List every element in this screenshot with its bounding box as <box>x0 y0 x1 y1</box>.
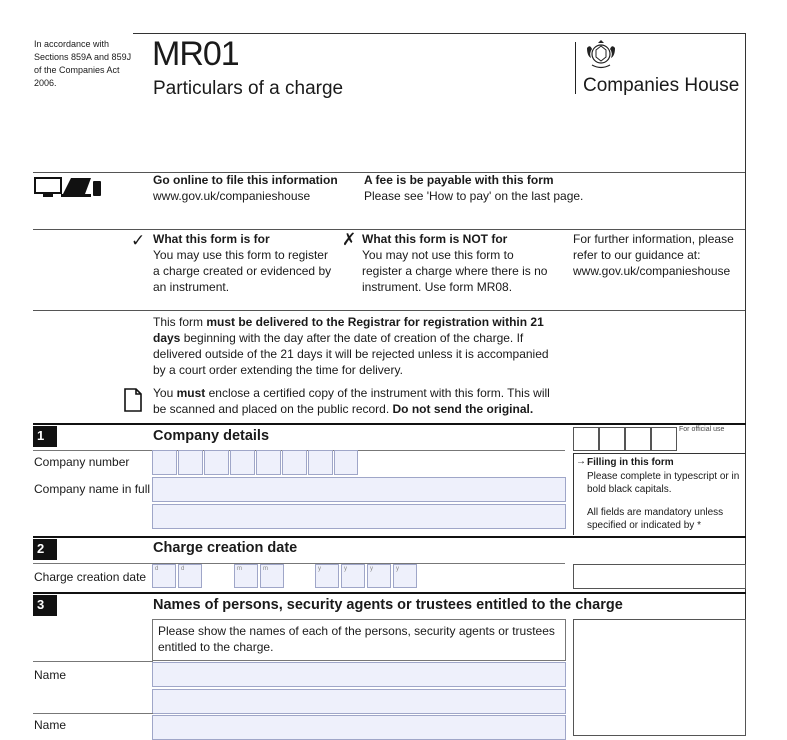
date-month-2[interactable]: m <box>260 564 284 588</box>
top-rule <box>133 33 745 34</box>
online-title: Go online to file this information <box>153 173 338 187</box>
enclose-notice <box>153 385 563 417</box>
section-2-title: Charge creation date <box>153 540 298 556</box>
name-1-rule <box>33 661 153 662</box>
company-number-digit-3[interactable] <box>204 450 229 475</box>
date-year-4[interactable]: y <box>393 564 417 588</box>
company-number-digit-5[interactable] <box>256 450 281 475</box>
date-year-3[interactable]: y <box>367 564 391 588</box>
company-name-field-2[interactable] <box>152 504 566 529</box>
company-number-digit-7[interactable] <box>308 450 333 475</box>
date-day-1[interactable]: d <box>152 564 176 588</box>
info-rule <box>33 229 745 230</box>
official-use-box-4 <box>651 427 677 451</box>
section-2-rule <box>33 536 746 538</box>
name-label-2: Name <box>34 718 67 732</box>
check-icon: ✓ <box>131 231 146 250</box>
delivery-notice-c: beginning with the day after the date of creation of the charge. If delivered outside of the 21 days it will be rejected unless it is accompanied by a court order extending the time for delivery. <box>153 331 549 377</box>
name-label-1: Name <box>34 668 67 682</box>
section-3-rule <box>33 592 746 594</box>
section-3-title: Names of persons, security agents or trustees entitled to the charge <box>153 597 623 613</box>
name-2-rule <box>33 713 153 714</box>
date-year-1[interactable]: y <box>315 564 339 588</box>
official-use-box-1 <box>573 427 599 451</box>
section-2-subrule <box>33 563 565 564</box>
company-name-label: Company name in full <box>34 482 151 496</box>
company-name-field-1[interactable] <box>152 477 566 502</box>
name-field-1b[interactable] <box>152 689 566 714</box>
section-2-number: 2 <box>33 539 57 560</box>
section-3-side-box <box>573 619 746 736</box>
enclose-notice-d: Do not send the original. <box>392 402 534 416</box>
section-3-number: 3 <box>33 595 57 616</box>
notice-rule <box>33 310 745 311</box>
company-number-digit-1[interactable] <box>152 450 177 475</box>
delivery-notice <box>153 314 563 378</box>
arrow-right-icon: → <box>576 456 586 467</box>
org-name: Companies House <box>583 75 740 96</box>
date-year-2[interactable]: y <box>341 564 365 588</box>
not-for-text: You may not use this form to register a charge where there is no instrument. Use form MR08. <box>362 248 548 294</box>
company-number-label: Company number <box>34 455 130 469</box>
section-1-title: Company details <box>153 428 270 444</box>
form-title: Particulars of a charge <box>153 78 344 99</box>
is-for-text: You may use this form to register a charge created or evidenced by an instrument. <box>153 248 332 294</box>
header-divider <box>575 42 576 94</box>
name-field-2a[interactable] <box>152 715 566 740</box>
company-number-digit-6[interactable] <box>282 450 307 475</box>
company-number-digit-4[interactable] <box>230 450 255 475</box>
fee-title: A fee is be payable with this form <box>364 173 554 187</box>
name-field-1a[interactable] <box>152 662 566 687</box>
official-use-label: For official use <box>679 426 725 433</box>
legal-note: In accordance with Sections 859A and 859J of the Companies Act 2006. <box>34 39 132 88</box>
section-2-side-box <box>573 564 746 589</box>
not-for-title: What this form is NOT for <box>362 232 508 246</box>
filling-text-1: Please complete in typescript or in bold black capitals. <box>587 471 740 495</box>
document-icon <box>124 388 142 412</box>
section-3-instruction: Please show the names of each of the persons, security agents or trustees entitled to the charge. <box>158 624 555 654</box>
filling-text-2: All fields are mandatory unless specified or indicated by * <box>587 507 724 531</box>
company-number-digit-2[interactable] <box>178 450 203 475</box>
section-1-rule <box>33 423 746 425</box>
section-1-number: 1 <box>33 426 57 447</box>
date-day-2[interactable]: d <box>178 564 202 588</box>
further-info: For further information, please refer to our guidance at: www.gov.uk/companieshouse <box>573 232 734 278</box>
charge-date-label: Charge creation date <box>34 570 147 584</box>
cross-icon: ✗ <box>342 230 357 249</box>
delivery-notice-a: This form <box>153 315 207 329</box>
company-number-digit-8[interactable] <box>334 450 358 475</box>
fee-text: Please see 'How to pay' on the last page. <box>364 189 584 203</box>
enclose-notice-a: You <box>153 386 177 400</box>
official-use-box-3 <box>625 427 651 451</box>
devices-icon <box>33 172 103 200</box>
enclose-notice-b: must <box>176 386 206 400</box>
delivery-notice-b: must be delivered to the Registrar for registration within 21 days <box>153 315 544 345</box>
official-use-box-2 <box>599 427 625 451</box>
date-month-1[interactable]: m <box>234 564 258 588</box>
enclose-notice-c: enclose a certified copy of the instrument with this form. This will be scanned and placed on the public record. <box>153 386 550 416</box>
crest-icon <box>583 40 619 72</box>
is-for-title: What this form is for <box>153 232 270 246</box>
form-code: MR01 <box>152 35 239 73</box>
filling-title: Filling in this form <box>587 457 674 468</box>
online-url[interactable]: www.gov.uk/companieshouse <box>153 189 311 203</box>
